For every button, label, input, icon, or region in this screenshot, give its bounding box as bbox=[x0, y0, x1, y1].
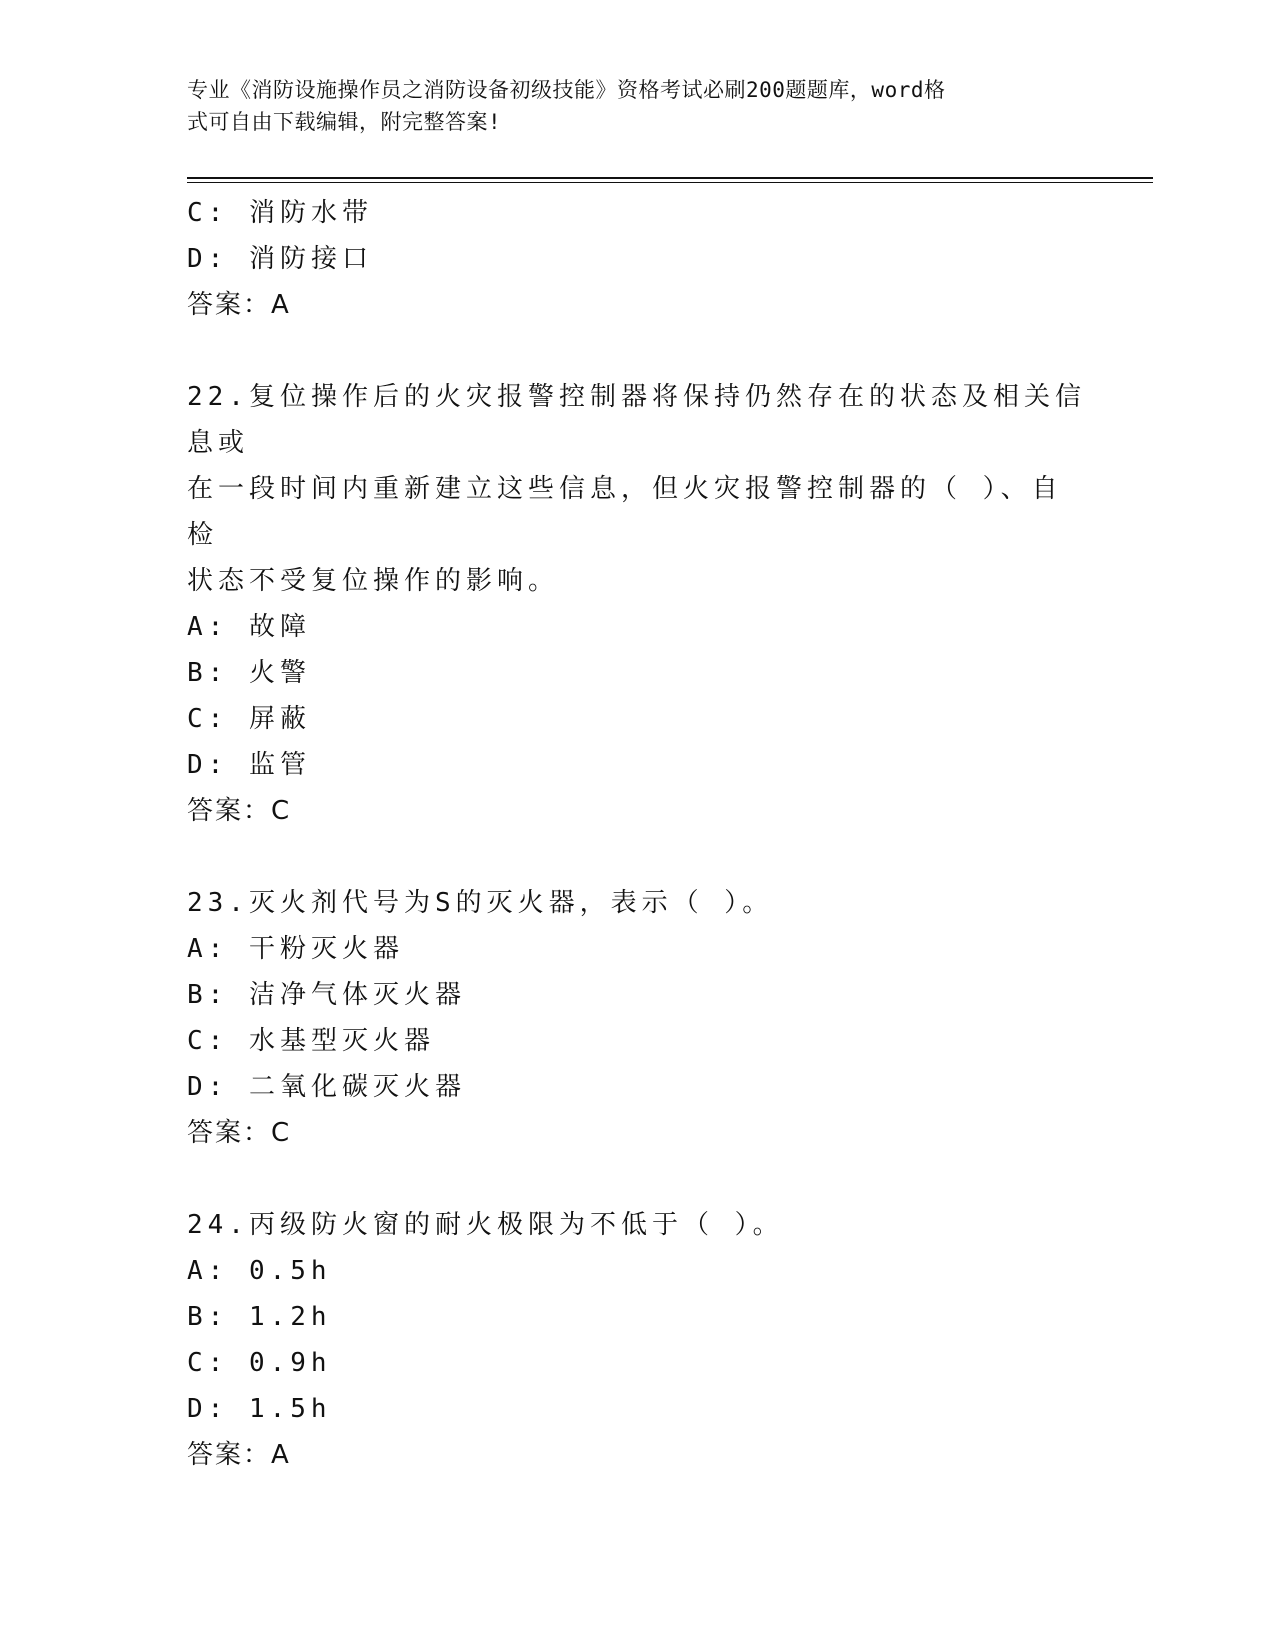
option-b: B: 火警 bbox=[187, 658, 311, 688]
stem-line: 22.复位操作后的火灾报警控制器将保持仍然存在的状态及相关信息或 bbox=[187, 382, 1086, 458]
option-c: C: 水基型灭火器 bbox=[187, 1026, 435, 1056]
question-22 bbox=[187, 374, 1087, 834]
option-c: C: 0.9h bbox=[187, 1348, 332, 1378]
document-header bbox=[187, 74, 1067, 138]
header-divider-thin bbox=[187, 182, 1153, 183]
option-d: D: 监管 bbox=[187, 750, 311, 780]
option-c: C: 消防水带 bbox=[187, 198, 373, 228]
answer-line: 答案：A bbox=[187, 290, 291, 320]
header-divider-thick bbox=[187, 177, 1153, 179]
option-b: B: 洁净气体灭火器 bbox=[187, 980, 466, 1010]
option-d: D: 消防接口 bbox=[187, 244, 373, 274]
option-a: A: 故障 bbox=[187, 612, 311, 642]
answer-line: 答案：C bbox=[187, 1118, 292, 1148]
stem-line: 在一段时间内重新建立这些信息，但火灾报警控制器的（ ）、自检 bbox=[187, 474, 1063, 550]
question-21-continuation bbox=[187, 190, 1087, 328]
question-stem bbox=[187, 374, 1087, 604]
option-a: A: 干粉灭火器 bbox=[187, 934, 404, 964]
option-d: D: 二氧化碳灭火器 bbox=[187, 1072, 466, 1102]
option-a: A: 0.5h bbox=[187, 1256, 332, 1286]
option-b: B: 1.2h bbox=[187, 1302, 332, 1332]
stem-line: 24.丙级防火窗的耐火极限为不低于（ ）。 bbox=[187, 1210, 784, 1240]
spacer bbox=[187, 1156, 1087, 1202]
question-24 bbox=[187, 1202, 1087, 1478]
spacer bbox=[187, 328, 1087, 374]
spacer bbox=[187, 834, 1087, 880]
stem-line: 状态不受复位操作的影响。 bbox=[187, 566, 560, 596]
question-stem bbox=[187, 880, 1087, 926]
header-line-2: 式可自由下载编辑，附完整答案! bbox=[187, 110, 502, 134]
question-23 bbox=[187, 880, 1087, 1156]
question-list bbox=[187, 190, 1087, 1478]
answer-line: 答案：A bbox=[187, 1440, 291, 1470]
question-stem bbox=[187, 1202, 1087, 1248]
header-line-1: 专业《消防设施操作员之消防设备初级技能》资格考试必刷200题题库，word格 bbox=[187, 78, 946, 102]
stem-line: 23.灭火剂代号为S的灭火器，表示（ ）。 bbox=[187, 888, 774, 918]
option-c: C: 屏蔽 bbox=[187, 704, 311, 734]
option-d: D: 1.5h bbox=[187, 1394, 332, 1424]
answer-line: 答案：C bbox=[187, 796, 292, 826]
